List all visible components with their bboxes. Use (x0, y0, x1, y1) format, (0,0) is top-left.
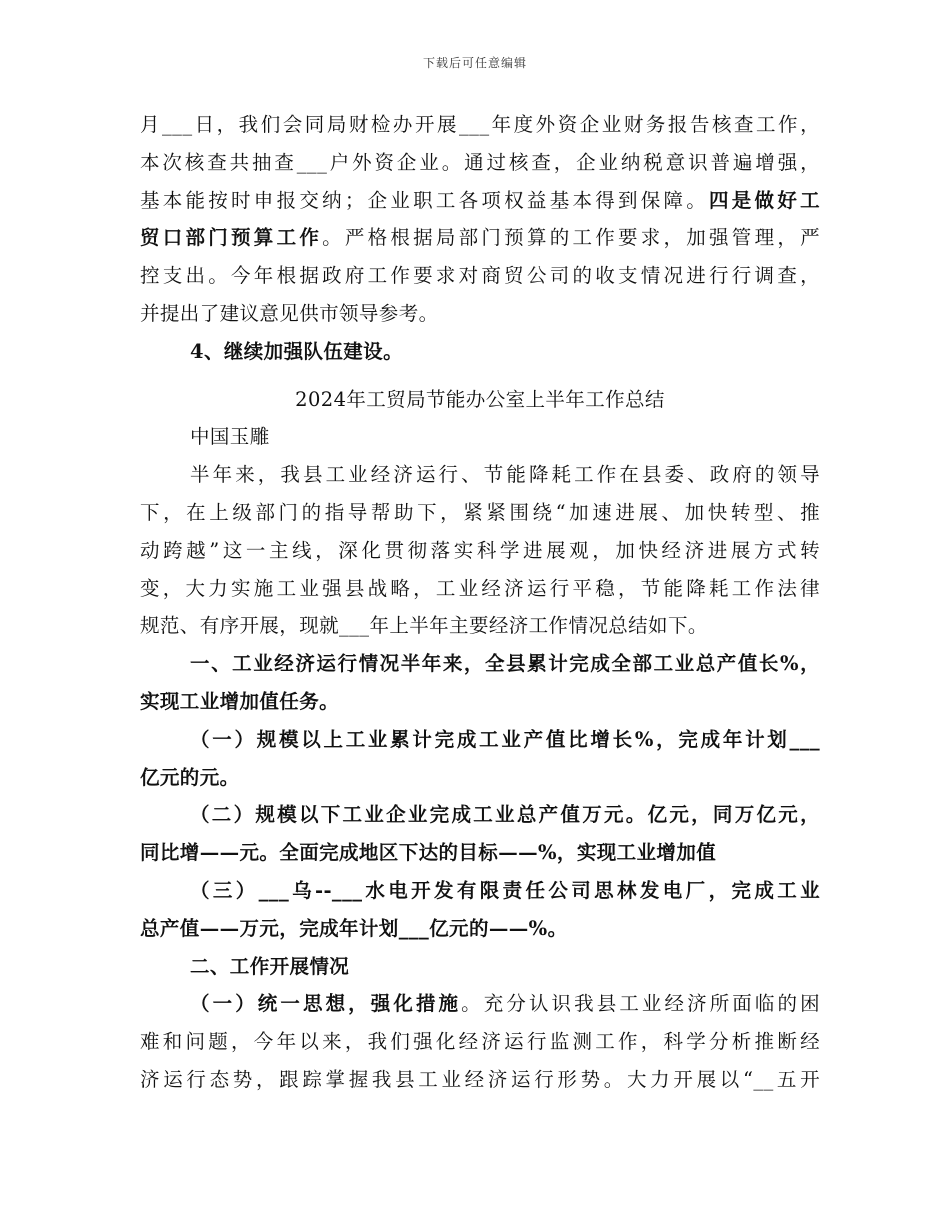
bold-text: 实现工业增加值任务。 (140, 689, 340, 713)
bold-text: 同比增——元。全面完成地区下达的目标——%，实现工业增加值 (140, 841, 717, 865)
page-header: 下载后可任意编辑 (422, 56, 527, 70)
text-line (140, 1061, 820, 1099)
text-line (140, 333, 820, 371)
bold-text: 总产值——万元，完成年计划___亿元的——%。 (140, 916, 568, 940)
bold-text: 4、继续加强队伍建设。 (190, 339, 403, 363)
text-line (140, 948, 820, 986)
text-segment: 。严格根据局部门预算的工作要求，加强管理，严 (322, 226, 820, 250)
text-segment: 规范、有序开展，现就___年上半年主要经济工作情况总结如下。 (140, 614, 708, 638)
text-segment: 动跨越”这一主线，深化贯彻落实科学进展观，加快经济进展方式转 (140, 538, 820, 562)
text-segment: 。充分认识我县工业经济所面临的困 (461, 992, 820, 1016)
text-line (140, 683, 820, 721)
text-line (140, 219, 820, 257)
text-segment: 半年来，我县工业经济运行、节能降耗工作在县委、政府的领导 (190, 463, 820, 487)
bold-text: 贸口部门预算工作 (140, 226, 323, 250)
text-segment: 变，大力实施工业强县战略，工业经济运行平稳，节能降耗工作法律 (140, 576, 820, 600)
bold-text: （三）___乌--___水电开发有限责任公司思林发电厂，完成工业 (190, 878, 820, 902)
text-segment: 济运行态势，跟踪掌握我县工业经济运行形势。大力开展以“__五开 (140, 1067, 820, 1091)
document-title (140, 381, 820, 419)
text-segment: 并提出了建议意见供市领导参考。 (140, 301, 439, 325)
text-line (140, 645, 820, 683)
text-line (140, 834, 820, 872)
text-line (140, 796, 820, 834)
text-line (140, 570, 820, 608)
text-line (140, 257, 820, 295)
text-line (140, 607, 820, 645)
text-line (140, 295, 820, 333)
text-segment: 控支出。今年根据政府工作要求对商贸公司的收支情况进行行调查， (140, 264, 820, 288)
bold-text: 亿元的元。 (140, 765, 240, 789)
text-segment: 下，在上级部门的指导帮助下，紧紧围绕“加速进展、加快转型、推 (140, 500, 820, 524)
text-segment: 中国玉雕 (190, 425, 270, 449)
text-line (140, 106, 820, 144)
text-segment: 2024年工贸局节能办公室上半年工作总结 (295, 387, 665, 411)
text-line (140, 1023, 820, 1061)
bold-text: 二、工作开展情况 (190, 954, 350, 978)
text-line (140, 759, 820, 797)
text-line (140, 985, 820, 1023)
text-line (140, 144, 820, 182)
bold-text: （一）统一思想，强化措施 (190, 992, 462, 1016)
text-line (140, 456, 820, 494)
bold-text: （一）规模以上工业累计完成工业产值比增长%，完成年计划___ (190, 727, 820, 751)
document-body (140, 106, 820, 1099)
text-segment: 难和问题，今年以来，我们强化经济运行监测工作，科学分析推断经 (140, 1030, 820, 1054)
text-line (140, 418, 820, 456)
text-line (140, 182, 820, 220)
text-segment: 月___日，我们会同局财检办开展___年度外资企业财务报告核查工作， (140, 113, 820, 136)
text-segment: 基本能按时申报交纳；企业职工各项权益基本得到保障。 (140, 188, 710, 212)
text-line (140, 494, 820, 532)
text-line (140, 532, 820, 570)
bold-text: 四是做好工 (709, 188, 820, 212)
text-line (140, 910, 820, 948)
bold-text: 一、工业经济运行情况半年来，全县累计完成全部工业总产值长%， (190, 652, 820, 676)
text-line (140, 872, 820, 910)
text-segment: 本次核查共抽查___户外资企业。通过核查，企业纳税意识普遍增强， (140, 150, 820, 174)
bold-text: （二）规模以下工业企业完成工业总产值万元。亿元，同万亿元， (190, 803, 820, 827)
text-line (140, 721, 820, 759)
